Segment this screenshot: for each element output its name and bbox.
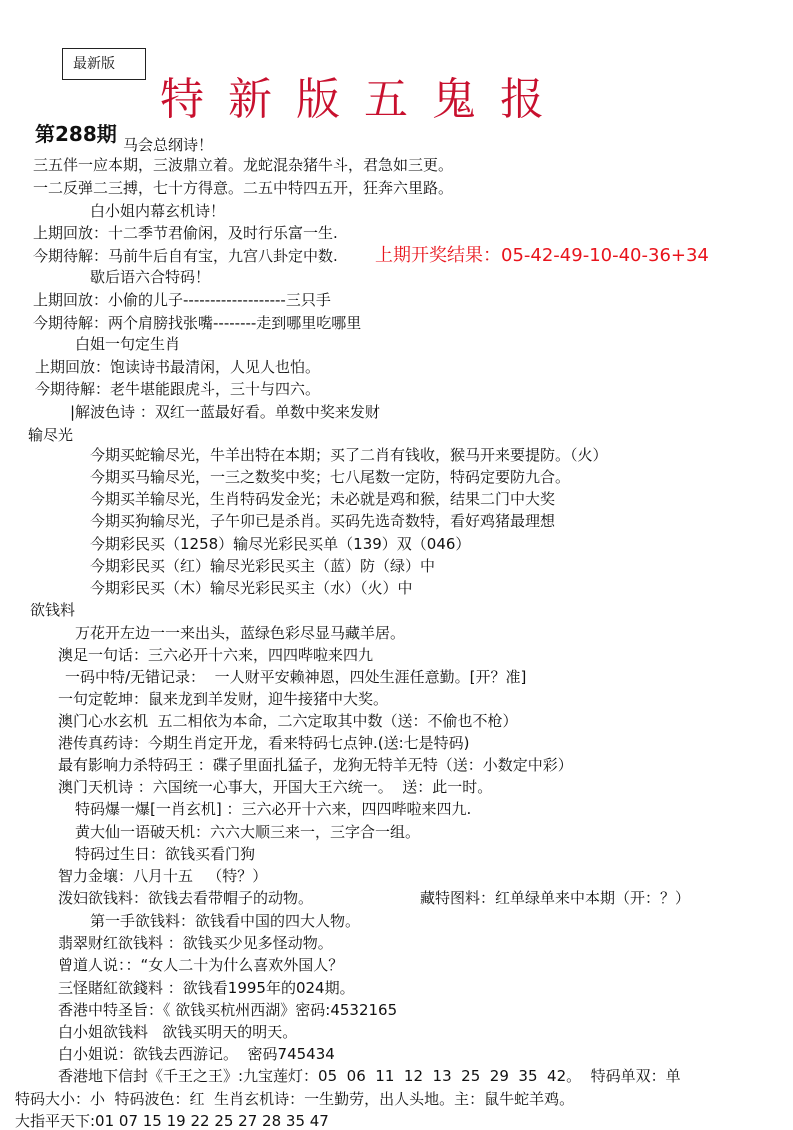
section-heading: 输尽光 [28,426,74,444]
text-line: 上期回放：饱读诗书最清闲，人见人也怕。 [35,358,321,376]
text-line: 澳门心水玄机 五二相依为本命，二六定取其中数（送：不偷也不枪） [58,712,518,730]
text-line: 大指平天下:01 07 15 19 22 25 27 28 35 47 [15,1112,329,1130]
text-line: 特码爆一爆[一肖玄机] ：三六必开十六来，四四哔啦来四九. [75,800,472,818]
text-line: 今期买狗输尽光，子午卯已是杀肖。买码先选奇数特，看好鸡猪最理想 [90,512,556,530]
issue-number: 第288期 [35,122,117,146]
text-line: 香港中特圣旨：《 欲钱买杭州西湖》密码:4532165 [58,1001,398,1019]
section-heading: 白小姐内幕玄机诗！ [90,202,226,220]
text-line: 智力金壤：八月十五 （特？） [58,867,268,885]
section-heading: 歇后语六合特码！ [90,268,211,286]
text-line: 三怪賭紅欲錢料 ：欲钱看1995年的024期。 [58,979,355,997]
text-line: 白小姐说：欲钱去西游记。 密码745434 [58,1045,335,1063]
text-line: 今期待解：马前牛后自有宝，九宫八卦定中数. [33,247,338,265]
text-line: 特码大小：小 特码波色：红 生肖玄机诗：一生勤劳，出人头地。主：鼠牛蛇羊鸡。 [15,1090,575,1108]
text-line: 今期待解：两个肩膀找张嘴--------走到哪里吃哪里 [33,314,362,332]
text-line: 港传真药诗：今期生肖定开龙，看来特码七点钟.(送:七是特码) [58,734,470,752]
text-line: 一句定乾坤：鼠来龙到羊发财，迎牛接猪中大奖。 [58,690,389,708]
text-line: 一二反弹二三搏，七十方得意。二五中特四五开，狂奔六里路。 [33,179,454,197]
text-line: 最有影响力杀特码王 ：碟子里面扎猛子，龙狗无特羊无特（送：小数定中彩） [58,756,573,774]
text-line: 曾道人说：：“女人二十为什么喜欢外国人？ [58,956,344,974]
text-line: 藏特图料：红单绿单来中本期（开：？） [420,889,691,907]
text-line: 今期待解：老牛堪能跟虎斗，三十与四六。 [35,380,321,398]
text-line: 上期回放：小偷的儿子-------------------三只手 [33,291,331,309]
text-line: 澳足一句话：三六必开十六来，四四哔啦来四九 [58,646,374,664]
page-title: 特新版五鬼报 [160,74,568,125]
text-line: 今期买羊输尽光，生肖特码发金光；未必就是鸡和猴，结果二门中大奖 [90,490,556,508]
text-line: |解波色诗 ：双红一蓝最好看。单数中奖来发财 [70,403,380,421]
text-line: 今期彩民买（红）输尽光彩民买主（蓝）防（绿）中 [90,557,436,575]
text-line: 万花开左边一一来出头，蓝绿色彩尽显马藏羊居。 [75,624,406,642]
section-heading: 白姐一句定生肖 [75,335,181,353]
text-line: 澳门天机诗 ：六国统一心事大，开国大王六统一。 送：此一时。 [58,778,493,796]
section-heading: 欲钱料 [30,601,76,619]
text-line: 白小姐欲钱料 欲钱买明天的明天。 [58,1023,298,1041]
text-line: 香港地下信封《千王之王》:九宝莲灯：05 06 11 12 13 25 29 35 42。 特码单双：单 [58,1067,681,1085]
text-line: 今期买马输尽光，一三之数奖中奖；七八尾数一定防，特码定要防九合。 [90,468,571,486]
text-line: 今期买蛇输尽光，牛羊出特在本期；买了二肖有钱收，猴马开来要提防。（火） [90,446,608,464]
text-line: 泼妇欲钱料：欲钱去看带帽子的动物。 [58,889,314,907]
text-line: 一码中特/无错记录： 一人财平安赖神恩，四处生涯任意勤。[开？准] [65,668,527,686]
text-line: 三五伴一应本期，三波鼎立着。龙蛇混杂猪牛斗，君急如三更。 [33,156,454,174]
text-line: 今期彩民买（1258）输尽光彩民买单（139）双（046） [90,535,471,553]
text-line: 黄大仙一语破天机：六六大顺三来一，三字合一组。 [75,823,421,841]
text-line: 翡翠财红欲钱料 ：欲钱买少见多怪动物。 [58,934,333,952]
edition-badge: 最新版 [62,48,146,80]
text-line: 第一手欲钱料：欲钱看中国的四大人物。 [90,912,361,930]
last-draw-result: 上期开奖结果：05-42-49-10-40-36+34 [375,245,709,266]
text-line: 上期回放：十二季节君偷闲，及时行乐富一生. [33,224,338,242]
poem-heading: 马会总纲诗！ [123,136,214,154]
text-line: 特码过生日：欲钱买看门狗 [75,845,256,863]
text-line: 今期彩民买（木）输尽光彩民买主（水）（火）中 [90,579,413,597]
